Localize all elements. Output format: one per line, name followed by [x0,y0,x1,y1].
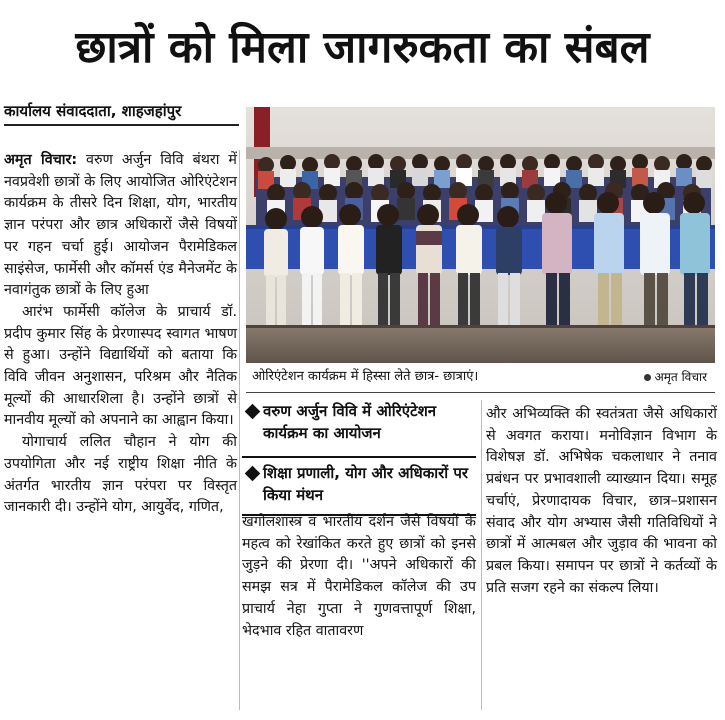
highlight-text: वरुण अर्जुन विवि में ओरिएंटेशन कार्यक्रम का आयोजन [263,402,437,442]
diamond-bullet-icon [245,466,261,482]
dateline-rule [4,124,239,126]
caption-rule [246,392,715,393]
column-divider [239,150,240,710]
article-column-2 [242,512,476,642]
paragraph-1: वरुण अर्जुन विवि बंथरा में नवप्रवेशी छात्रों के लिए आयोजित ओरिएंटेशन कार्यक्रम के तीसरे दिन शिक्षा, योग, भारतीय ज्ञान परंपरा और छात्र अधिकारों जैसे विषयों पर गहन चर्चा हुई। आयोजन पैरामेडिकल साइंसेज, फार्मेसी और कॉमर्स एंड मैनेजमेंट के नवागंतुक छात्रों के लिए हुआ [4,152,237,299]
headline: छात्रों को मिला जागरुकता का संबल [75,22,650,73]
column-divider [481,400,482,710]
credit-dot-icon [644,374,651,381]
paragraph-4: खगोलशास्त्र व भारतीय दर्शन जैसे विषयों के महत्व को रेखांकित करते हुए छात्रों को इनसे जुड़ने की प्रेरणा दी। ''अपने अधिकारों की समझ सत्र में पैरामेडिकल कॉलेज की उप प्राचार्य नेहा गुप्ता ने गुणवत्तापूर्ण शिक्षा, भेदभाव रहित वातावरण [242,514,476,639]
photo-caption [246,366,715,388]
paragraph-5: और अभिव्यक्ति की स्वतंत्रता जैसे अधिकारों से अवगत कराया। मनोविज्ञान विभाग के विशेषज्ञ डॉ. अभिषेक चकलाधार ने तनाव प्रबंधन पर प्रभावशाली व्याख्यान दिया। समूह चर्चाएं, प्रेरणादायक विचार, छात्र–प्रशासन संवाद और योग अभ्यास जैसी गतिविधियों ने छात्रों में आत्मबल और जुड़ाव की भावना को प्रबल किया। समापन पर छात्रों ने कर्तव्यों के प्रति सजग रहने का संकल्प लिया। [486,406,717,596]
highlights-box [242,396,476,512]
lead-source: अमृत विचार: [4,152,78,168]
photo-credit [644,366,707,388]
paragraph-3: योगाचार्य ललित चौहान ने योग की उपयोगिता और नई राष्ट्रीय शिक्षा नीति के अंतर्गत भारतीय ज्ञान परंपरा पर विस्तृत जानकारी दी। उन्होंने योग, आयुर्वेद, गणित, [4,434,237,516]
highlight-divider [242,456,476,458]
diamond-bullet-icon [245,404,261,420]
dateline: कार्यालय संवाददाता, शाहजहांपुर [4,102,182,120]
paragraph-2: आरंभ फार्मेसी कॉलेज के प्राचार्य डॉ. प्रदीप कुमार सिंह के प्रेरणास्पद स्वागत भाषण से हुआ। उन्होंने विद्यार्थियों को बताया कि विवि जीवन अनुशासन, परिश्रम और नैतिक मूल्यों की आधारशिला है। उन्होंने छात्रों से मानवीय मूल्यों को अपनाने का आह्वान किया। [4,303,237,429]
highlight-text: शिक्षा प्रणाली, योग और अधिकारों पर किया मंथन [263,464,469,504]
article-column-3 [486,404,717,599]
group-photo [246,107,715,363]
article-column-1 [4,150,237,519]
caption-text: ओरिएंटेशन कार्यक्रम में हिस्सा लेते छात्र- छात्राएं। [252,369,479,384]
photo-credit-text: अमृत विचार [654,370,707,384]
